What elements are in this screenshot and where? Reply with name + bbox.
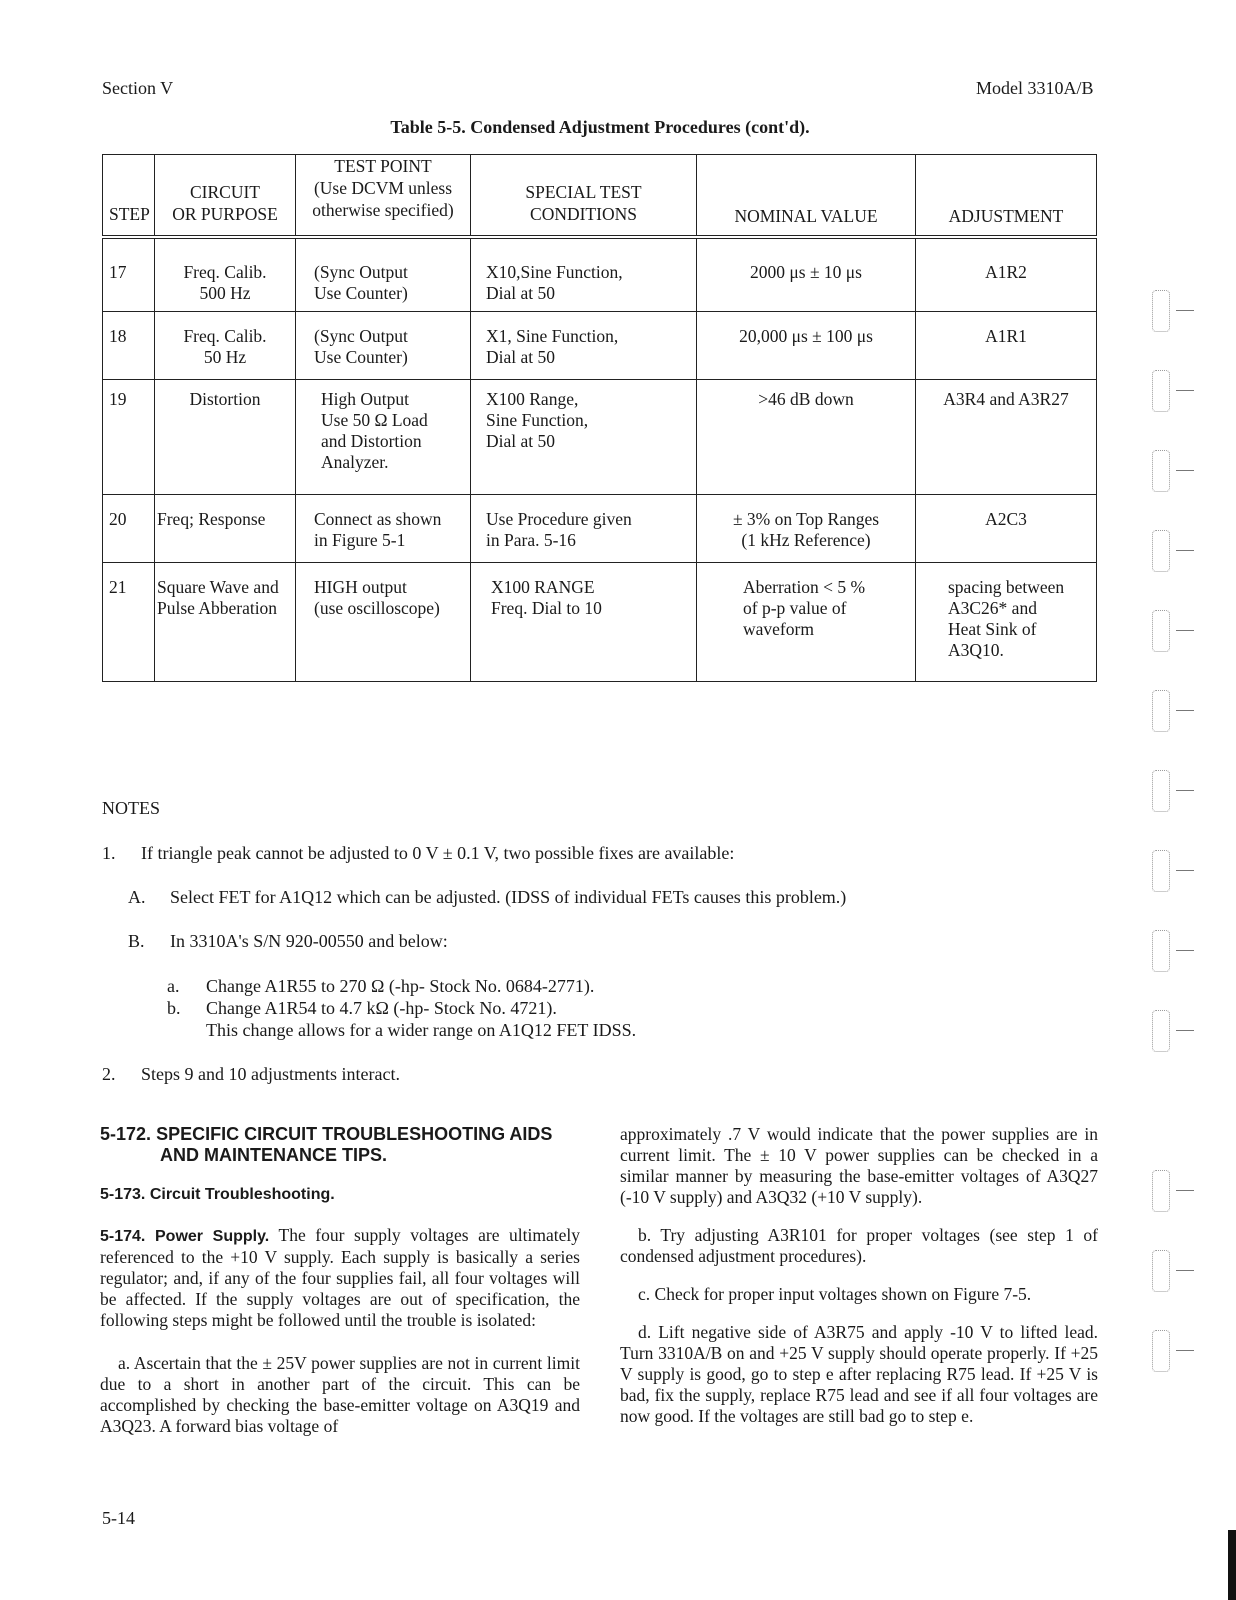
header-adjustment (916, 155, 1097, 237)
cell-conditions-text: X10,Sine Function, Dial at 50 (486, 261, 623, 303)
table-row (103, 562, 1097, 681)
cell-circuit-text: Freq; Response (157, 508, 266, 529)
note-text: Change A1R54 to 4.7 kΩ (-hp- Stock No. 4721). (206, 998, 557, 1018)
note-number: 2. (102, 1064, 116, 1084)
cell-conditions (471, 562, 697, 681)
cell-test-point-text: (Sync Output Use Counter) (314, 326, 408, 368)
cell-conditions (471, 237, 697, 312)
tab-mark (1152, 1170, 1204, 1214)
notes-heading: NOTES (102, 798, 160, 818)
tab-mark (1152, 770, 1204, 814)
right-column (620, 1124, 1098, 1427)
tab-mark (1152, 370, 1204, 414)
cell-test-point (296, 237, 471, 312)
header-step-text: STEP (109, 203, 150, 224)
note-text: Change A1R55 to 270 Ω (-hp- Stock No. 0684-2771). (206, 976, 595, 996)
section-heading-line1: SPECIFIC CIRCUIT TROUBLESHOOTING AIDS (156, 1124, 553, 1144)
note-text: Select FET for A1Q12 which can be adjusted. (IDSS of individual FETs causes this problem.) (170, 887, 847, 907)
header-circuit-text: CIRCUIT OR PURPOSE (172, 181, 278, 224)
note-subletter: b. (167, 998, 181, 1018)
cell-step-text: 21 (109, 576, 127, 597)
header-conditions (471, 155, 697, 237)
tab-mark (1152, 1330, 1204, 1374)
tab-mark (1152, 530, 1204, 574)
table-row (103, 312, 1097, 380)
cell-adjustment (916, 380, 1097, 495)
paragraph-step-d: d. Lift negative side of A3R75 and apply -10 V to lifted lead. Turn 3310A/B on and +25 V supply should operate properly. If +25 V supply is good, go to step e after replacing R75 lead. If +25 V is bad, fix the supply, replace R75 lead and see if all four voltages are now good. If the voltages are still bad go to step e. (620, 1322, 1098, 1426)
cell-adjustment (916, 237, 1097, 312)
cell-adjustment-text: A3R4 and A3R27 (943, 389, 1069, 410)
cell-test-point (296, 562, 471, 681)
cell-nominal (697, 312, 916, 380)
tab-mark (1152, 850, 1204, 894)
tab-mark (1152, 1010, 1204, 1054)
header-nominal-text: NOMINAL VALUE (734, 205, 878, 226)
page-edge-shadow (1228, 1530, 1236, 1600)
cell-nominal (697, 562, 916, 681)
paragraph-step-a-continued: approximately .7 V would indicate that the power supplies are in current limit. The ± 10 V power supplies can be checked in a similar manner by measuring the base-emitter voltages of A3Q27 (-10 V supply) and A3Q32 (+10 V supply). (620, 1124, 1098, 1207)
cell-nominal (697, 380, 916, 495)
adjustment-procedures-table (102, 154, 1097, 682)
cell-nominal-text: Aberration < 5 % of p-p value of waveform (743, 576, 866, 639)
paragraph-step-c: c. Check for proper input voltages shown on Figure 7-5. (638, 1284, 1032, 1304)
section-heading-line2: AND MAINTENANCE TIPS. (160, 1145, 388, 1165)
header-conditions-text: SPECIAL TEST CONDITIONS (525, 181, 642, 224)
cell-conditions (471, 494, 697, 562)
paragraph-step-a: a. Ascertain that the ± 25V power supplies are not in current limit due to a short in another part of the circuit. This can be accomplished by checking the base-emitter voltage on A3Q19 and A3Q23. A forward bias voltage of (100, 1353, 580, 1436)
header-nominal (697, 155, 916, 237)
cell-nominal-text: 2000 μs ± 10 μs (750, 261, 862, 282)
section-heading-number: 5-172. (100, 1124, 152, 1144)
cell-test-point (296, 312, 471, 380)
page-number: 5-14 (102, 1508, 135, 1528)
cell-adjustment-text: A1R1 (985, 326, 1027, 347)
cell-conditions (471, 312, 697, 380)
note-subletter: a. (167, 976, 180, 996)
cell-step (103, 494, 155, 562)
table-title: Table 5-5. Condensed Adjustment Procedures (cont'd). (390, 117, 810, 137)
cell-adjustment-text: A1R2 (985, 261, 1027, 282)
table-row (103, 237, 1097, 312)
cell-test-point-text: High Output Use 50 Ω Load and Distortion Analyzer. (321, 389, 428, 473)
cell-test-point-text: (Sync Output Use Counter) (314, 261, 408, 303)
cell-circuit-text: Square Wave and Pulse Abberation (157, 576, 279, 618)
note-letter: B. (128, 931, 145, 951)
note-text: If triangle peak cannot be adjusted to 0 V ± 0.1 V, two possible fixes are available: (141, 843, 735, 863)
cell-circuit (155, 237, 296, 312)
note-number: 1. (102, 843, 116, 863)
cell-test-point (296, 494, 471, 562)
tab-mark (1152, 690, 1204, 734)
cell-conditions-text: X1, Sine Function, Dial at 50 (486, 326, 619, 368)
paragraph-power-supply (100, 1225, 580, 1331)
header-adjustment-text: ADJUSTMENT (948, 205, 1064, 226)
cell-circuit (155, 312, 296, 380)
cell-nominal (697, 494, 916, 562)
tab-mark (1152, 1250, 1204, 1294)
header-circuit (155, 155, 296, 237)
cell-step (103, 237, 155, 312)
cell-conditions (471, 380, 697, 495)
cell-test-point (296, 380, 471, 495)
header-step (103, 155, 155, 237)
section-label: Section V (102, 78, 174, 98)
model-label: Model 3310A/B (976, 78, 1094, 98)
note-text: In 3310A's S/N 920-00550 and below: (170, 931, 448, 951)
cell-adjustment (916, 562, 1097, 681)
section-heading (100, 1124, 580, 1166)
cell-conditions-text: Use Procedure given in Para. 5-16 (486, 508, 632, 550)
cell-adjustment-text: A2C3 (985, 508, 1027, 529)
cell-test-point-text: HIGH output (use oscilloscope) (314, 576, 440, 618)
tab-mark (1152, 290, 1204, 334)
cell-step (103, 562, 155, 681)
cell-step (103, 380, 155, 495)
cell-step-text: 19 (109, 389, 127, 410)
tab-mark (1152, 610, 1204, 654)
table-row (103, 494, 1097, 562)
cell-conditions-text: X100 RANGE Freq. Dial to 10 (491, 576, 602, 618)
cell-adjustment-text: spacing between A3C26* and Heat Sink of A3Q10. (948, 576, 1065, 660)
cell-test-point-text: Connect as shown in Figure 5-1 (314, 508, 442, 550)
cell-step-text: 20 (109, 508, 127, 529)
table-row (103, 380, 1097, 495)
cell-circuit (155, 380, 296, 495)
cell-circuit-text: Freq. Calib. 50 Hz (183, 326, 267, 368)
cell-nominal-text: ± 3% on Top Ranges (1 kHz Reference) (732, 508, 880, 550)
cell-nominal-text: >46 dB down (758, 389, 854, 410)
left-column (100, 1124, 580, 1437)
cell-adjustment (916, 494, 1097, 562)
note-text: Steps 9 and 10 adjustments interact. (141, 1064, 400, 1084)
cell-circuit (155, 562, 296, 681)
note-text: This change allows for a wider range on A1Q12 FET IDSS. (206, 1020, 637, 1040)
table-header-row (103, 155, 1097, 237)
cell-step (103, 312, 155, 380)
cell-conditions-text: X100 Range, Sine Function, Dial at 50 (486, 389, 589, 452)
cell-circuit-text: Distortion (189, 389, 261, 410)
cell-nominal (697, 237, 916, 312)
cell-circuit-text: Freq. Calib. 500 Hz (183, 261, 267, 303)
paragraph-step-b: b. Try adjusting A3R101 for proper voltages (see step 1 of condensed adjustment procedures). (620, 1225, 1098, 1266)
paragraph-body: The four supply voltages are ultimately referenced to the +10 V supply. Each supply is basically a series regulator; and, if any of the four supplies fail, all four voltages will be affected. If the supply voltages are out of specification, the following steps might be followed until the trouble is isolated: (100, 1225, 580, 1330)
cell-step-text: 17 (109, 261, 127, 282)
tab-mark (1152, 930, 1204, 974)
cell-adjustment (916, 312, 1097, 380)
margin-tab-marks (1140, 40, 1236, 1600)
cell-step-text: 18 (109, 326, 127, 347)
cell-circuit (155, 494, 296, 562)
cell-nominal-text: 20,000 μs ± 100 μs (739, 326, 873, 347)
header-test-point (296, 155, 471, 237)
subsection-heading: 5-173. Circuit Troubleshooting. (100, 1186, 335, 1203)
header-test-point-text: TEST POINT (Use DCVM unless otherwise specified) (312, 156, 454, 220)
tab-mark (1152, 450, 1204, 494)
note-letter: A. (128, 887, 146, 907)
paragraph-runin-title: 5-174. Power Supply. (100, 1228, 270, 1245)
